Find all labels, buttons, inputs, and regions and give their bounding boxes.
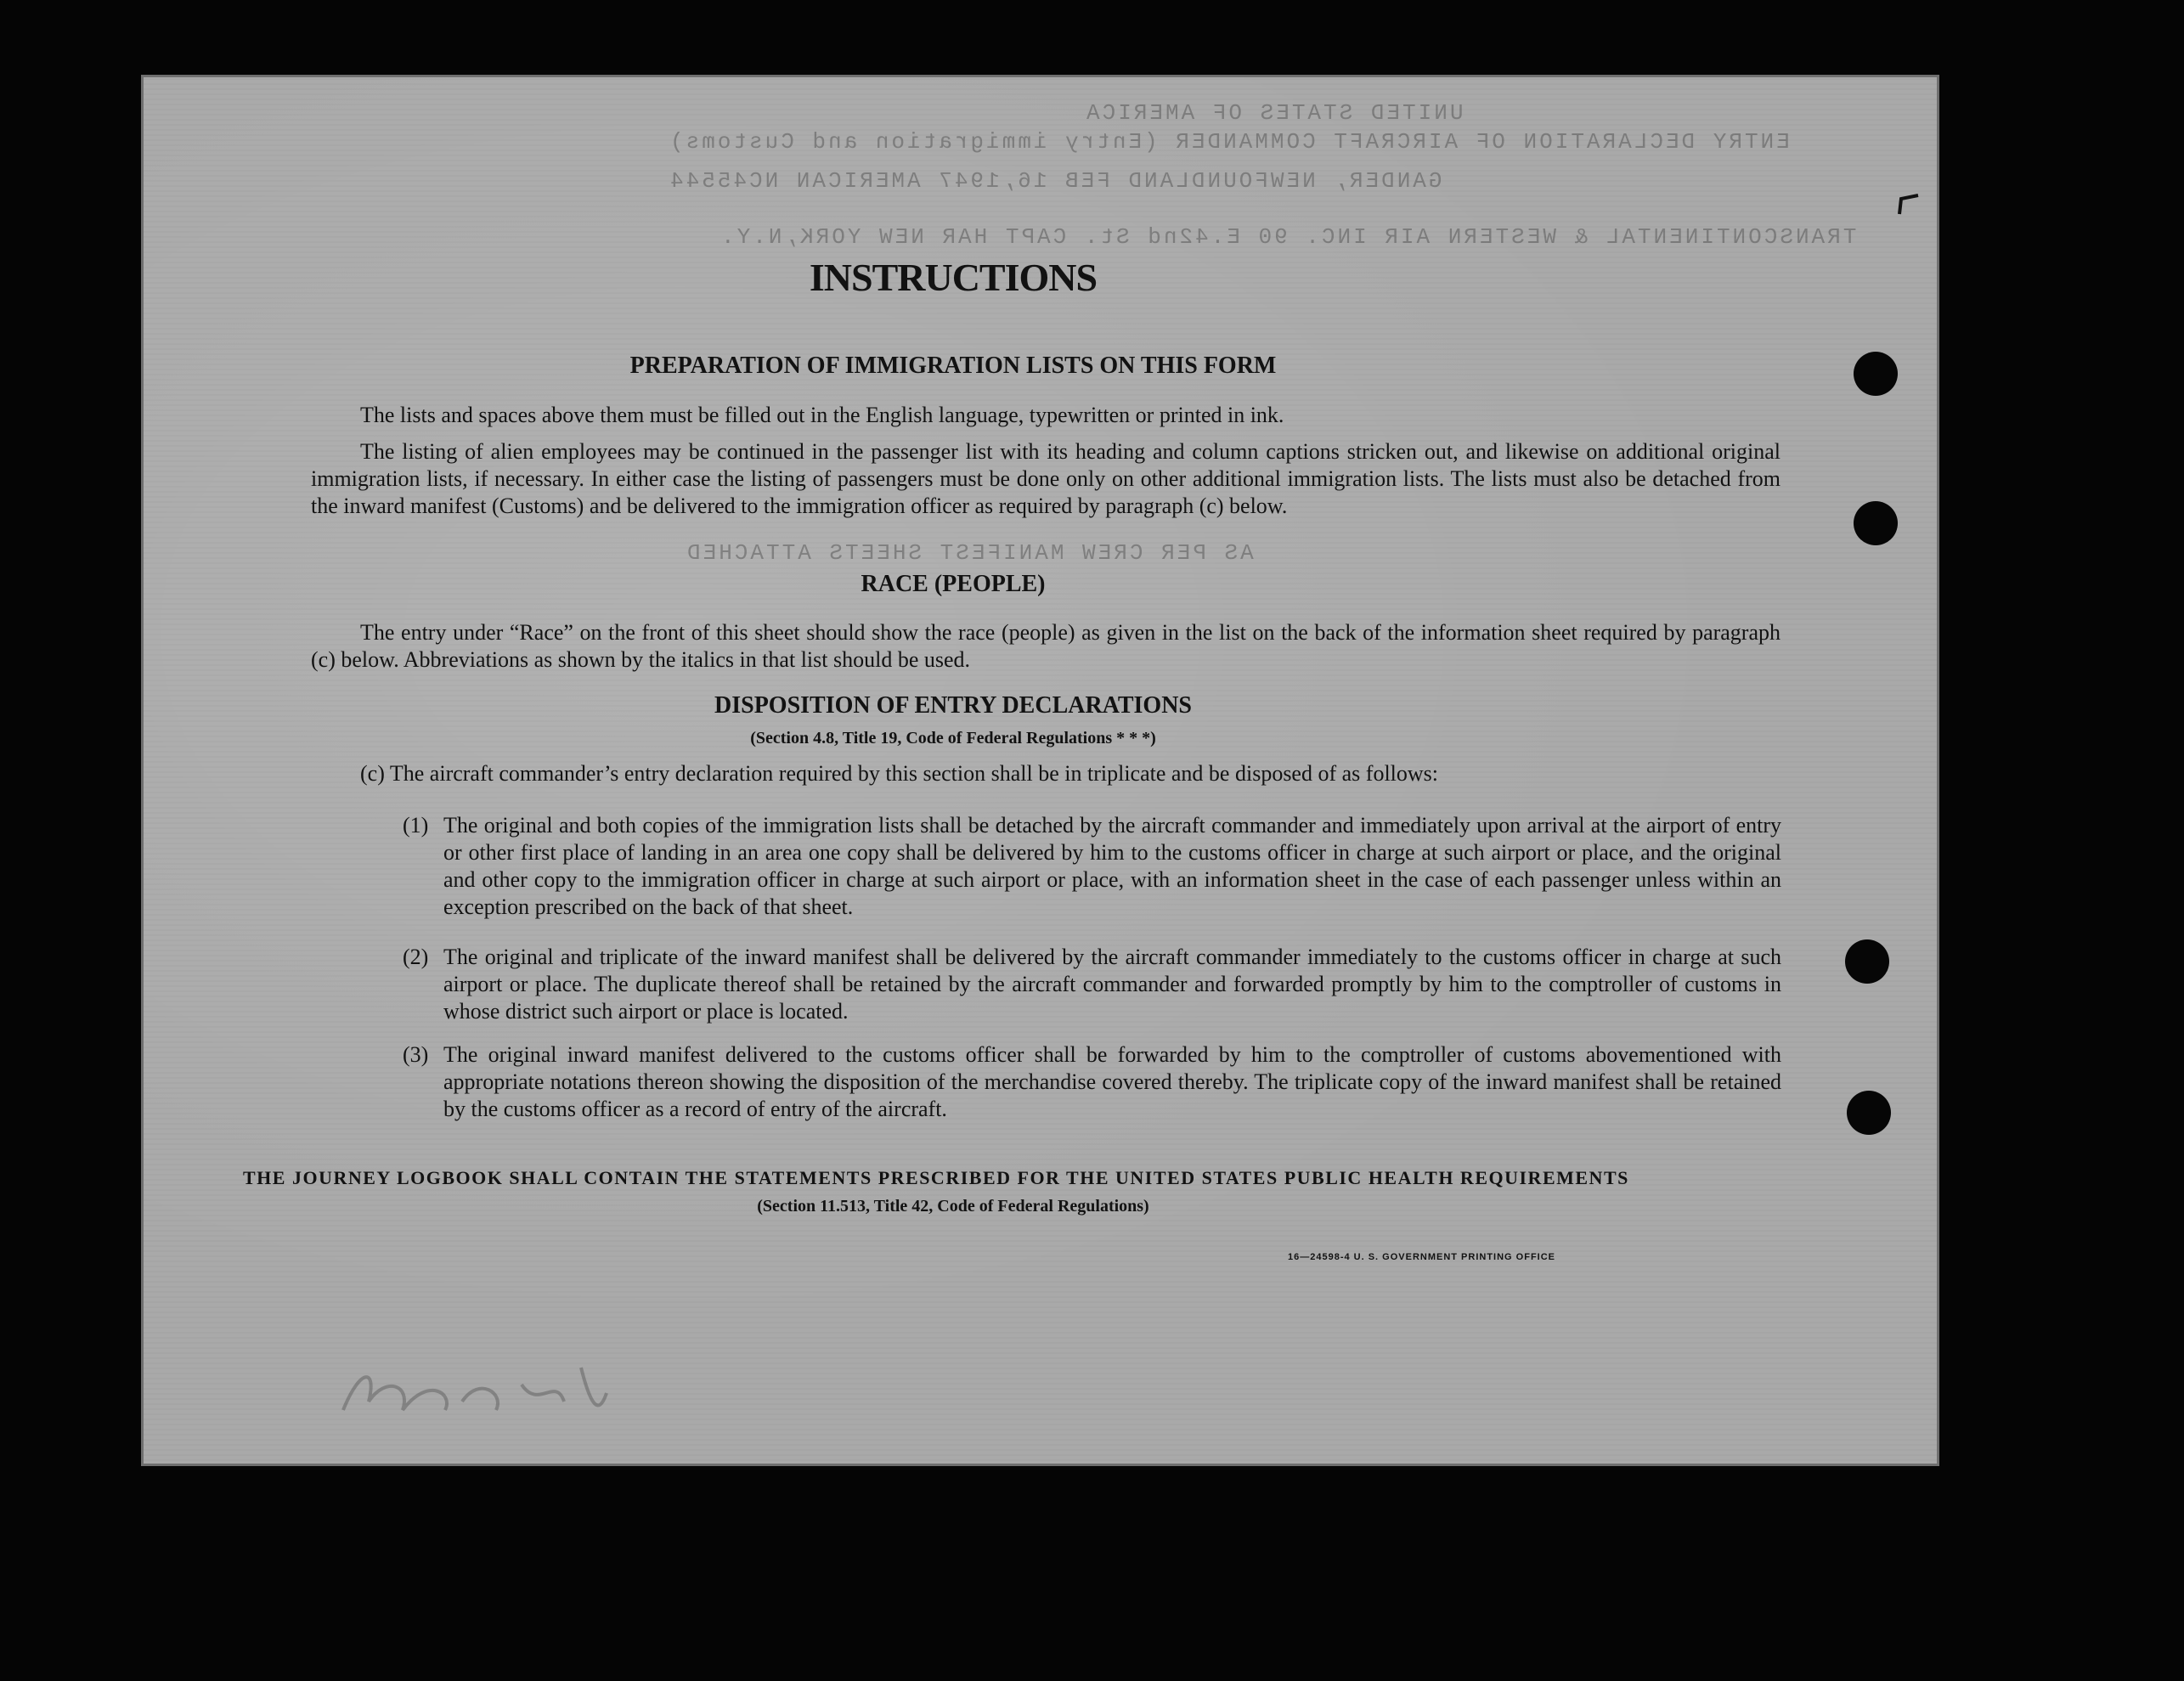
preparation-paragraph-1: The lists and spaces above them must be filled out in the English language, typewritten or printed in ink.: [360, 403, 1284, 427]
race-paragraph: The entry under “Race” on the front of this sheet should show the race (people) as given in the list on the back of the information sheet required by paragraph (c) below. Abbreviations as shown by the italics in that list should be used.: [311, 620, 1780, 672]
disposition-paragraph-c: (c) The aircraft commander’s entry declaration required by this section shall be in triplicate and be disposed of as follows:: [360, 761, 1439, 786]
punch-hole: [1854, 501, 1898, 545]
bleed-through-line: ENTRY DECLARATION OF AIRCRAFT COMMANDER (Entry immigration and Customs): [668, 129, 1790, 155]
disposition-item: [403, 944, 1781, 1025]
bleed-through-line: GANDER, NEWFOUNDLAND FEB 16,1947 AMERICAN NC45544: [668, 168, 1442, 194]
punch-hole: [1854, 352, 1898, 396]
item-number: (2): [403, 945, 429, 969]
disposition-item: [403, 1041, 1781, 1123]
item-number: (1): [403, 813, 429, 838]
bleed-through-line: AS PER CREW MANIFEST SHEETS ATTACHED: [685, 540, 1254, 566]
punch-hole: [1845, 939, 1889, 984]
section-heading-preparation: PREPARATION OF IMMIGRATION LISTS ON THIS FORM: [629, 353, 1277, 379]
preparation-paragraph-2: The listing of alien employees may be continued in the passenger list with its heading and column captions stricken out, and likewise on additional original immigration lists, if necessary. In either case the listing of passengers must be done only on other additional immigration lists. The lists must also be detached from the inward manifest (Customs) and be delivered to the immigration officer as required by paragraph (c) below.: [311, 439, 1780, 518]
signature-bleed: [335, 1351, 615, 1427]
item-text: The original and both copies of the immigration lists shall be detached by the aircraft commander and immediately upon arrival at the airport of entry or other first place of landing in an area one copy shall be delivered by him to the customs officer in charge at such airport or place, and the original and other copy to the immigration officer in charge at such airport or place, with an information sheet in the case of each passenger unless within an exception prescribed on the back of that sheet.: [443, 813, 1781, 919]
item-text: The original and triplicate of the inward manifest shall be delivered by the aircraft commander immediately to the customs officer in charge at such airport or place. The duplicate thereof shall be retained by the aircraft commander and forwarded promptly by him to the comptroller of customs in whose district such airport or place is located.: [443, 945, 1781, 1024]
health-citation: (Section 11.513, Title 42, Code of Federal Regulations): [757, 1197, 1149, 1216]
health-requirements-line: THE JOURNEY LOGBOOK SHALL CONTAIN THE STATEMENTS PRESCRIBED FOR THE UNITED STATES PUBLIC HEALTH REQUIREMENTS: [243, 1167, 1629, 1188]
punch-hole: [1847, 1091, 1891, 1135]
item-text: The original inward manifest delivered to the customs officer shall be forwarded by him to the comptroller of customs abovementioned with appropriate notations thereon showing the disposition of the merchandise covered thereby. The triplicate copy of the inward manifest shall be retained by the customs officer as a record of entry of the aircraft.: [443, 1042, 1781, 1121]
section-heading-disposition: DISPOSITION OF ENTRY DECLARATIONS: [714, 692, 1192, 719]
page-title: INSTRUCTIONS: [809, 256, 1098, 299]
bleed-through-line: UNITED STATES OF AMERICA: [1084, 100, 1464, 126]
document-sheet: [141, 75, 1939, 1466]
item-number: (3): [403, 1042, 429, 1067]
disposition-item: [403, 812, 1781, 921]
printing-office-imprint: 16—24598-4 U. S. GOVERNMENT PRINTING OFFICE: [1288, 1252, 1556, 1262]
disposition-citation: (Section 4.8, Title 19, Code of Federal Regulations * * *): [750, 729, 1156, 747]
ink-mark: [1896, 194, 1922, 217]
bleed-through-line: TRANSCONTINENTAL & WESTERN AIR INC. 90 E.42nd St. CAPT HAR NEW YORK,N.Y.: [719, 224, 1857, 250]
section-heading-race: RACE (PEOPLE): [861, 571, 1046, 597]
